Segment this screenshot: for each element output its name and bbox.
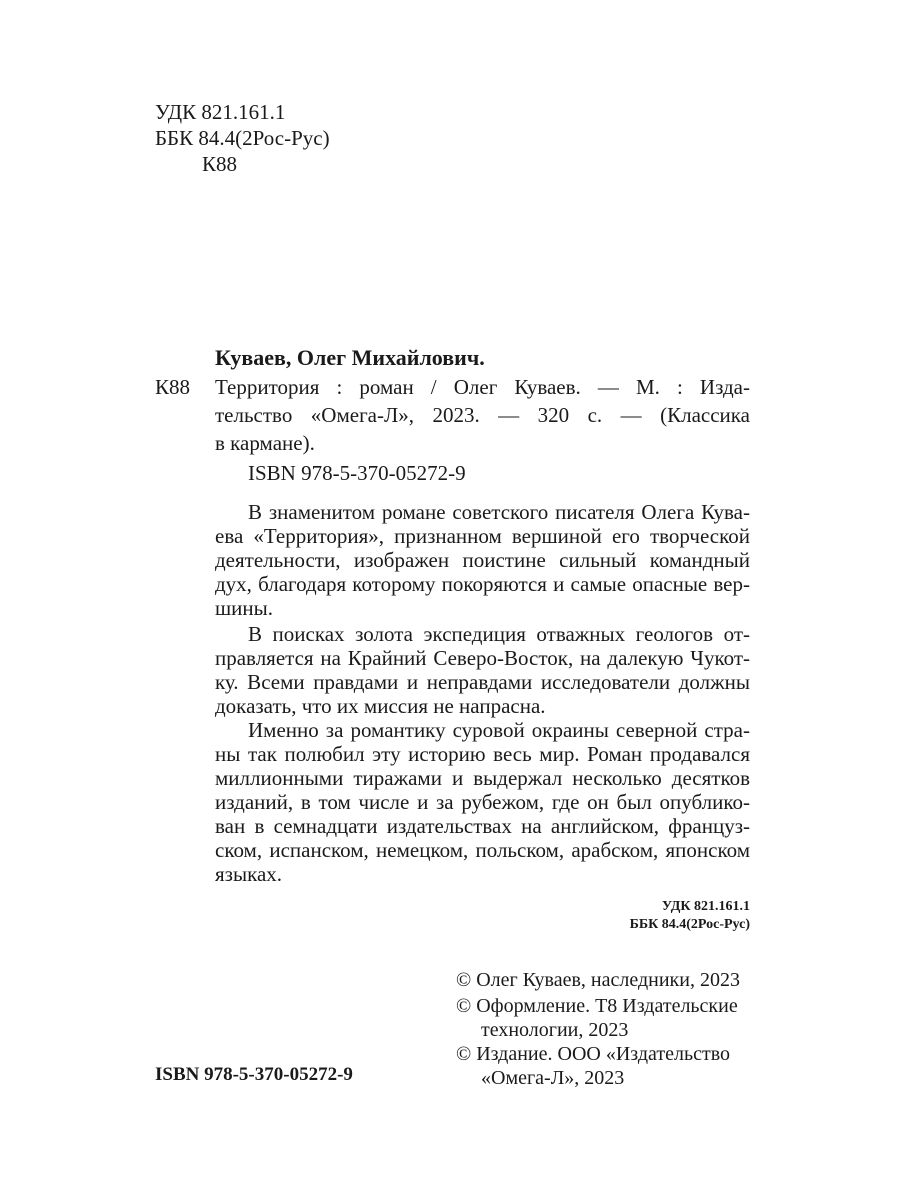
annotation-line: В знаменитом романе советского писателя Олега Кува- [248,500,750,524]
copyright-line: © Оформление. Т8 Издательские [456,995,738,1017]
annotation-line: изданий, в том числе и за рубежом, где он был опублико- [215,790,750,814]
annotation-line: ку. Всеми правдами и неправдами исследователи должны [215,670,750,694]
udk-code: УДК 821.161.1 [155,100,286,124]
copyright-line: технологии, 2023 [481,1019,629,1041]
annotation-line: правляется на Крайний Северо-Восток, на далекую Чукот- [215,646,750,670]
bottom-udk-code: УДК 821.161.1 [661,899,750,914]
annotation-line: ны так полюбил эту историю весь мир. Роман продавался [215,742,750,766]
annotation-line: В поисках золота экспедиция отважных геологов от- [248,622,750,646]
catalog-description-line: Территория : роман / Олег Куваев. — М. : Изда- [215,375,750,399]
bbk-code: ББК 84.4(2Рос-Рус) [155,126,330,150]
catalog-description-line: в кармане). [215,431,315,455]
catalog-description-line: тельство «Омега-Л», 2023. — 320 с. — (Классика [215,403,750,427]
annotation-line: доказать, что их миссия не напрасна. [215,694,546,718]
annotation-line: шины. [215,596,274,620]
annotation-line: миллионными тиражами и выдержал несколько десятков [215,766,750,790]
copyright-line: © Издание. ООО «Издательство [456,1043,731,1065]
annotation-line: дух, благодаря которому покоряются и самые опасные вер- [215,572,750,596]
author-sign: К88 [202,152,238,176]
copyright-line: © Олег Куваев, наследники, 2023 [456,969,740,991]
catalog-author-sign: К88 [155,375,191,399]
annotation-line: ван в семнадцати издательствах на английском, француз- [215,814,750,838]
author-heading: Куваев, Олег Михайлович. [215,345,485,370]
bottom-isbn: ISBN 978-5-370-05272-9 [155,1064,353,1085]
annotation-line: ском, испанском, немецком, польском, арабском, японском [215,838,750,862]
bottom-bbk-code: ББК 84.4(2Рос-Рус) [629,917,750,932]
catalog-isbn: ISBN 978-5-370-05272-9 [248,461,466,485]
annotation-line: ева «Территория», признанном вершиной его творческой [215,524,750,548]
annotation-line: Именно за романтику суровой окраины северной стра- [248,718,750,742]
annotation-line: деятельности, изображен поистине сильный командный [215,548,750,572]
copyright-line: «Омега-Л», 2023 [481,1067,625,1089]
annotation-line: языках. [215,862,283,886]
